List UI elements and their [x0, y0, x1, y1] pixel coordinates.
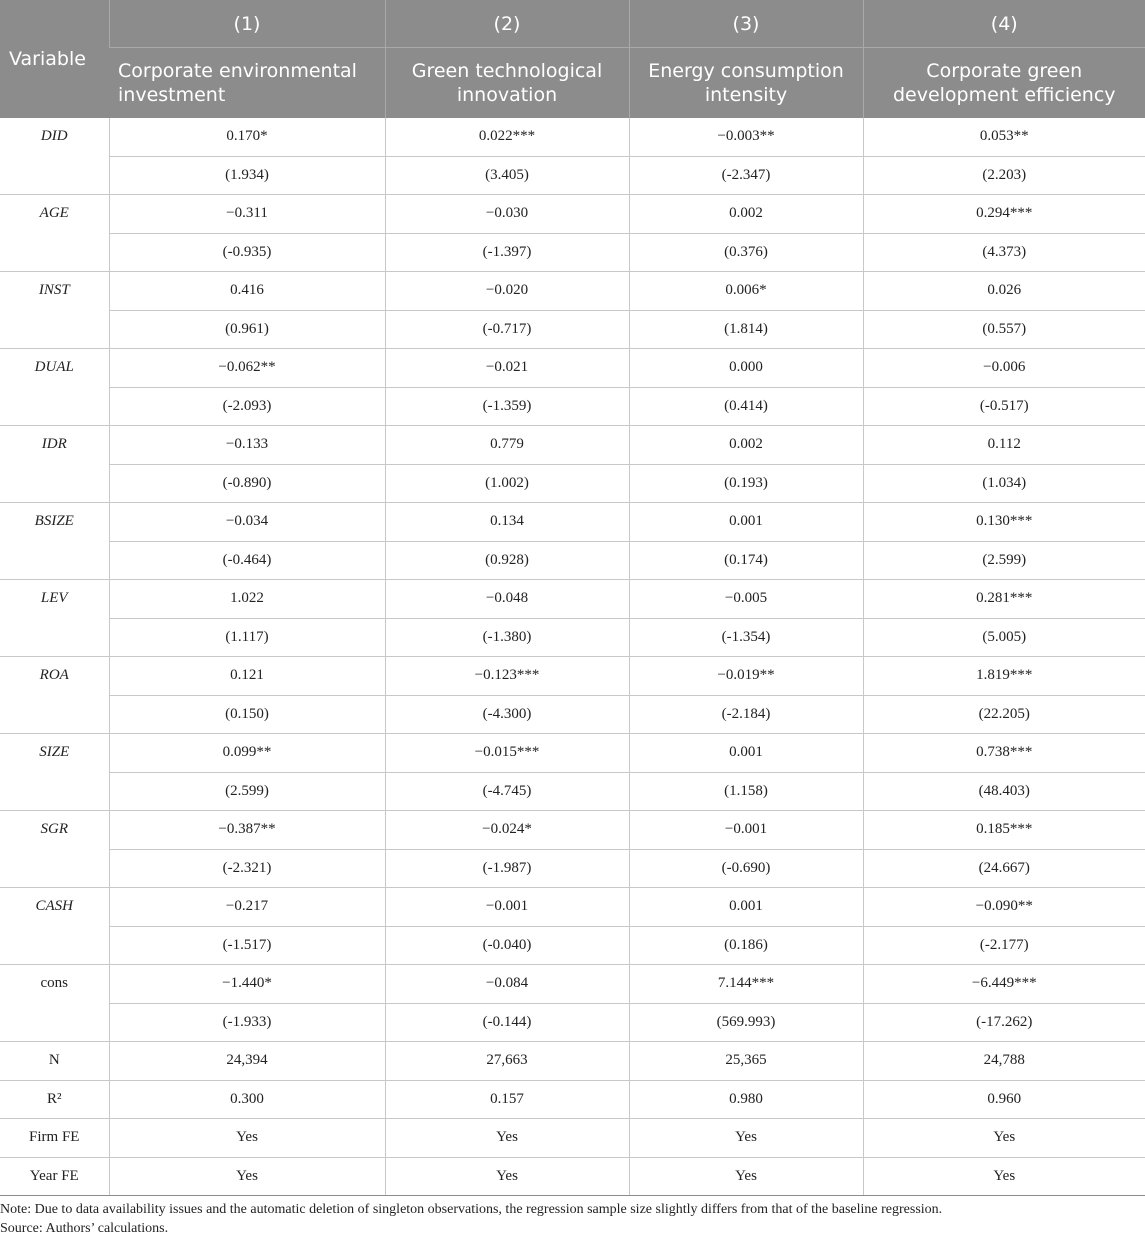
- t-stat-cell: (-0.690): [629, 849, 863, 888]
- t-stat-cell: (-2.321): [109, 849, 385, 888]
- t-stat-cell: (-1.987): [385, 849, 629, 888]
- stat-value-cell: 24,394: [109, 1042, 385, 1081]
- t-stat-cell: (-1.359): [385, 387, 629, 426]
- table-notes: [0, 1200, 1145, 1238]
- table-row: [0, 233, 1145, 272]
- t-stat-cell: (0.174): [629, 541, 863, 580]
- table-header: [0, 0, 1145, 118]
- t-stat-cell: (0.376): [629, 233, 863, 272]
- stat-name: R²: [0, 1080, 109, 1119]
- coefficient-cell: −0.015***: [385, 734, 629, 773]
- table-row: [0, 734, 1145, 773]
- coefficient-cell: 0.416: [109, 272, 385, 311]
- table-body: [0, 118, 1145, 1196]
- stat-value-cell: 0.300: [109, 1080, 385, 1119]
- t-stat-cell: (0.193): [629, 464, 863, 503]
- stat-value-cell: Yes: [863, 1119, 1145, 1158]
- table-row: [0, 580, 1145, 619]
- table-row: [0, 772, 1145, 811]
- t-stat-cell: (2.599): [863, 541, 1145, 580]
- variable-name: IDR: [0, 426, 109, 503]
- t-stat-cell: (0.414): [629, 387, 863, 426]
- variable-name: LEV: [0, 580, 109, 657]
- t-stat-cell: (-1.933): [109, 1003, 385, 1042]
- coefficient-cell: 0.002: [629, 195, 863, 234]
- t-stat-cell: (-2.177): [863, 926, 1145, 965]
- t-stat-cell: (2.599): [109, 772, 385, 811]
- coefficient-cell: 0.099**: [109, 734, 385, 773]
- column-number-1: (1): [109, 0, 385, 48]
- column-number-4: (4): [863, 0, 1145, 48]
- variable-header: Variable: [0, 0, 109, 118]
- t-stat-cell: (22.205): [863, 695, 1145, 734]
- coefficient-cell: 0.000: [629, 349, 863, 388]
- coefficient-cell: 0.053**: [863, 118, 1145, 156]
- t-stat-cell: (-1.397): [385, 233, 629, 272]
- t-stat-cell: (-4.745): [385, 772, 629, 811]
- stat-value-cell: Yes: [385, 1119, 629, 1158]
- t-stat-cell: (-0.464): [109, 541, 385, 580]
- t-stat-cell: (-2.093): [109, 387, 385, 426]
- t-stat-cell: (0.557): [863, 310, 1145, 349]
- coefficient-cell: 0.026: [863, 272, 1145, 311]
- t-stat-cell: (-17.262): [863, 1003, 1145, 1042]
- coefficient-cell: 0.130***: [863, 503, 1145, 542]
- column-title-2: Green technological innovation: [385, 48, 629, 119]
- t-stat-cell: (-1.517): [109, 926, 385, 965]
- coefficient-cell: −0.084: [385, 965, 629, 1004]
- t-stat-cell: (-0.040): [385, 926, 629, 965]
- table-row: [0, 965, 1145, 1004]
- t-stat-cell: (0.928): [385, 541, 629, 580]
- coefficient-cell: 1.022: [109, 580, 385, 619]
- t-stat-cell: (1.158): [629, 772, 863, 811]
- coefficient-cell: −0.006: [863, 349, 1145, 388]
- variable-name: INST: [0, 272, 109, 349]
- column-number-3: (3): [629, 0, 863, 48]
- stat-value-cell: 27,663: [385, 1042, 629, 1081]
- column-number-2: (2): [385, 0, 629, 48]
- table-row: [0, 503, 1145, 542]
- table-row: [0, 1003, 1145, 1042]
- stat-value-cell: 0.960: [863, 1080, 1145, 1119]
- table-row: [0, 541, 1145, 580]
- t-stat-cell: (-0.717): [385, 310, 629, 349]
- coefficient-cell: −0.217: [109, 888, 385, 927]
- variable-name: AGE: [0, 195, 109, 272]
- stat-value-cell: Yes: [109, 1157, 385, 1196]
- stat-value-cell: Yes: [629, 1157, 863, 1196]
- coefficient-cell: −0.048: [385, 580, 629, 619]
- t-stat-cell: (-0.935): [109, 233, 385, 272]
- t-stat-cell: (0.186): [629, 926, 863, 965]
- variable-name: DUAL: [0, 349, 109, 426]
- coefficient-cell: −0.003**: [629, 118, 863, 156]
- coefficient-cell: 0.779: [385, 426, 629, 465]
- coefficient-cell: −0.024*: [385, 811, 629, 850]
- coefficient-cell: 0.002: [629, 426, 863, 465]
- variable-name: SGR: [0, 811, 109, 888]
- coefficient-cell: 0.121: [109, 657, 385, 696]
- coefficient-cell: −0.133: [109, 426, 385, 465]
- t-stat-cell: (0.961): [109, 310, 385, 349]
- coefficient-cell: 1.819***: [863, 657, 1145, 696]
- coefficient-cell: −0.311: [109, 195, 385, 234]
- t-stat-cell: (4.373): [863, 233, 1145, 272]
- coefficient-cell: 0.294***: [863, 195, 1145, 234]
- note-text: Note: Due to data availability issues and the automatic deletion of singleton observations, the regression sample size slightly differs from that of the baseline regression.: [0, 1202, 943, 1217]
- table-row: [0, 618, 1145, 657]
- stat-row: [0, 1042, 1145, 1081]
- table-row: [0, 349, 1145, 388]
- coefficient-cell: 0.001: [629, 503, 863, 542]
- coefficient-cell: 0.134: [385, 503, 629, 542]
- t-stat-cell: (1.034): [863, 464, 1145, 503]
- source-text: Source: Authors’ calculations.: [0, 1221, 169, 1236]
- t-stat-cell: (3.405): [385, 156, 629, 195]
- variable-name: BSIZE: [0, 503, 109, 580]
- coefficient-cell: −0.123***: [385, 657, 629, 696]
- table-row: [0, 195, 1145, 234]
- table-row: [0, 426, 1145, 465]
- table-row: [0, 657, 1145, 696]
- stat-name: Firm FE: [0, 1119, 109, 1158]
- column-title-3: Energy consumption intensity: [629, 48, 863, 119]
- stat-row: [0, 1080, 1145, 1119]
- stat-row: [0, 1157, 1145, 1196]
- t-stat-cell: (-0.144): [385, 1003, 629, 1042]
- stat-value-cell: 25,365: [629, 1042, 863, 1081]
- stat-value-cell: Yes: [629, 1119, 863, 1158]
- coefficient-cell: −0.387**: [109, 811, 385, 850]
- coefficient-cell: −0.005: [629, 580, 863, 619]
- table-row: [0, 156, 1145, 195]
- t-stat-cell: (-2.347): [629, 156, 863, 195]
- variable-name: CASH: [0, 888, 109, 965]
- table-row: [0, 272, 1145, 311]
- coefficient-cell: −0.020: [385, 272, 629, 311]
- table-row: [0, 387, 1145, 426]
- t-stat-cell: (-1.354): [629, 618, 863, 657]
- stat-value-cell: 24,788: [863, 1042, 1145, 1081]
- coefficient-cell: −0.030: [385, 195, 629, 234]
- coefficient-cell: −0.001: [385, 888, 629, 927]
- table-row: [0, 926, 1145, 965]
- coefficient-cell: −1.440*: [109, 965, 385, 1004]
- coefficient-cell: 0.001: [629, 888, 863, 927]
- t-stat-cell: (5.005): [863, 618, 1145, 657]
- t-stat-cell: (2.203): [863, 156, 1145, 195]
- t-stat-cell: (-0.517): [863, 387, 1145, 426]
- t-stat-cell: (0.150): [109, 695, 385, 734]
- variable-name: SIZE: [0, 734, 109, 811]
- coefficient-cell: −6.449***: [863, 965, 1145, 1004]
- variable-name: ROA: [0, 657, 109, 734]
- table-row: [0, 464, 1145, 503]
- table-row: [0, 118, 1145, 156]
- coefficient-cell: −0.034: [109, 503, 385, 542]
- coefficient-cell: −0.062**: [109, 349, 385, 388]
- variable-name: DID: [0, 118, 109, 195]
- coefficient-cell: 0.112: [863, 426, 1145, 465]
- coefficient-cell: −0.019**: [629, 657, 863, 696]
- column-title-4: Corporate green development efficiency: [863, 48, 1145, 119]
- table-row: [0, 888, 1145, 927]
- stat-name: N: [0, 1042, 109, 1081]
- coefficient-cell: 7.144***: [629, 965, 863, 1004]
- coefficient-cell: 0.001: [629, 734, 863, 773]
- stat-row: [0, 1119, 1145, 1158]
- stat-name: Year FE: [0, 1157, 109, 1196]
- stat-value-cell: 0.157: [385, 1080, 629, 1119]
- coefficient-cell: −0.001: [629, 811, 863, 850]
- coefficient-cell: 0.738***: [863, 734, 1145, 773]
- t-stat-cell: (-1.380): [385, 618, 629, 657]
- variable-name: cons: [0, 965, 109, 1042]
- table-row: [0, 849, 1145, 888]
- stat-value-cell: Yes: [385, 1157, 629, 1196]
- coefficient-cell: 0.022***: [385, 118, 629, 156]
- coefficient-cell: 0.006*: [629, 272, 863, 311]
- table-row: [0, 695, 1145, 734]
- coefficient-cell: 0.185***: [863, 811, 1145, 850]
- t-stat-cell: (1.934): [109, 156, 385, 195]
- t-stat-cell: (24.667): [863, 849, 1145, 888]
- coefficient-cell: −0.090**: [863, 888, 1145, 927]
- column-title-1: Corporate environmental investment: [109, 48, 385, 119]
- t-stat-cell: (569.993): [629, 1003, 863, 1042]
- t-stat-cell: (-0.890): [109, 464, 385, 503]
- coefficient-cell: 0.170*: [109, 118, 385, 156]
- stat-value-cell: 0.980: [629, 1080, 863, 1119]
- table-row: [0, 310, 1145, 349]
- coefficient-cell: −0.021: [385, 349, 629, 388]
- coefficient-cell: 0.281***: [863, 580, 1145, 619]
- t-stat-cell: (1.117): [109, 618, 385, 657]
- stat-value-cell: Yes: [109, 1119, 385, 1158]
- table-row: [0, 811, 1145, 850]
- t-stat-cell: (1.002): [385, 464, 629, 503]
- stat-value-cell: Yes: [863, 1157, 1145, 1196]
- t-stat-cell: (-2.184): [629, 695, 863, 734]
- t-stat-cell: (-4.300): [385, 695, 629, 734]
- t-stat-cell: (1.814): [629, 310, 863, 349]
- t-stat-cell: (48.403): [863, 772, 1145, 811]
